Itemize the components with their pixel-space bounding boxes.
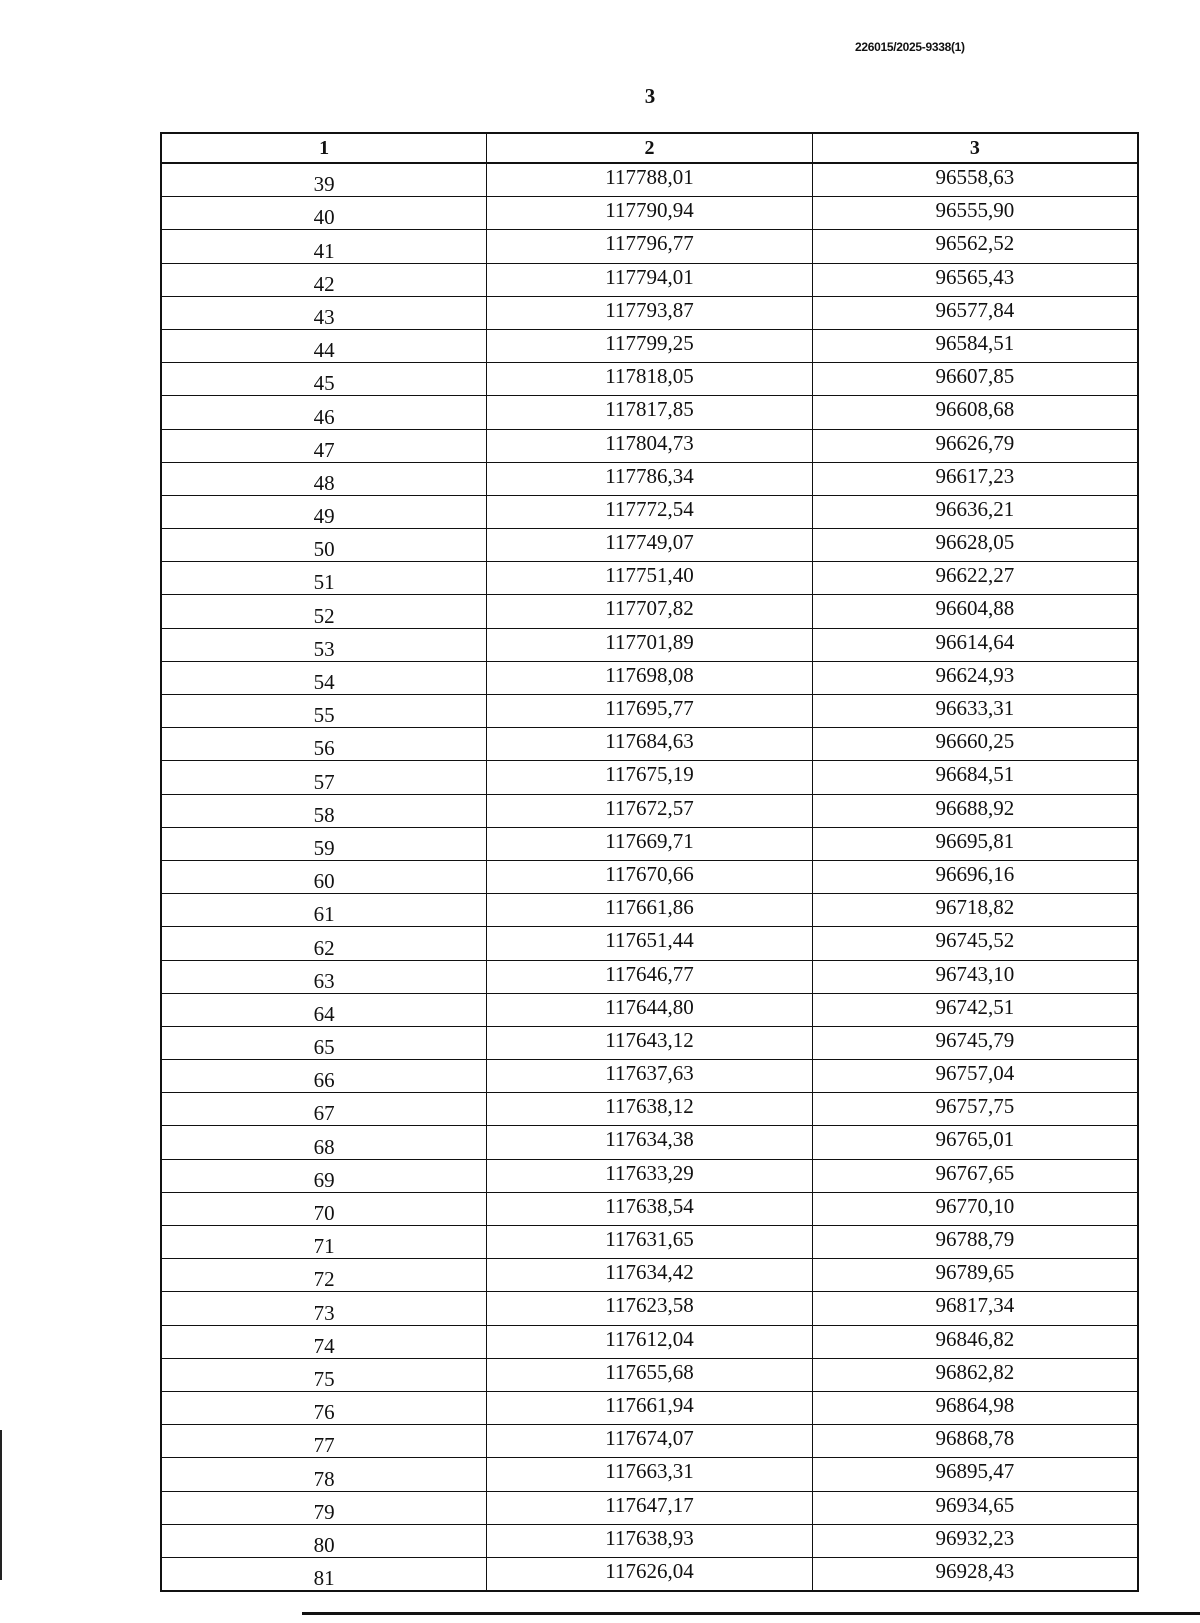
table-row <box>161 761 1138 794</box>
y-coordinate-cell: 96695,81 <box>812 827 1138 860</box>
point-number-cell: 45 <box>161 363 487 396</box>
x-coordinate-cell: 117623,58 <box>487 1292 813 1325</box>
x-coordinate-cell: 117790,94 <box>487 197 813 230</box>
table-body <box>161 163 1138 1591</box>
point-number-cell: 64 <box>161 993 487 1026</box>
x-coordinate-cell: 117638,93 <box>487 1524 813 1557</box>
column-header-2: 2 <box>487 133 813 163</box>
table-row <box>161 1325 1138 1358</box>
x-coordinate-cell: 117674,07 <box>487 1425 813 1458</box>
table-row <box>161 728 1138 761</box>
point-number-cell: 77 <box>161 1425 487 1458</box>
x-coordinate-cell: 117612,04 <box>487 1325 813 1358</box>
point-number-cell: 39 <box>161 163 487 197</box>
page-number: 3 <box>644 84 656 108</box>
point-number-cell: 61 <box>161 894 487 927</box>
table-row <box>161 1126 1138 1159</box>
table-row <box>161 197 1138 230</box>
point-number-cell: 63 <box>161 960 487 993</box>
point-number-cell: 49 <box>161 495 487 528</box>
y-coordinate-cell: 96688,92 <box>812 794 1138 827</box>
y-coordinate-cell: 96718,82 <box>812 894 1138 927</box>
x-coordinate-cell: 117788,01 <box>487 163 813 197</box>
point-number-cell: 44 <box>161 329 487 362</box>
y-coordinate-cell: 96817,34 <box>812 1292 1138 1325</box>
point-number-cell: 75 <box>161 1358 487 1391</box>
table-row <box>161 1192 1138 1225</box>
table-row <box>161 927 1138 960</box>
point-number-cell: 47 <box>161 429 487 462</box>
header-row <box>161 133 1138 163</box>
y-coordinate-cell: 96633,31 <box>812 695 1138 728</box>
y-coordinate-cell: 96745,52 <box>812 927 1138 960</box>
table-row <box>161 794 1138 827</box>
x-coordinate-cell: 117793,87 <box>487 296 813 329</box>
y-coordinate-cell: 96757,04 <box>812 1060 1138 1093</box>
point-number-cell: 80 <box>161 1524 487 1557</box>
y-coordinate-cell: 96757,75 <box>812 1093 1138 1126</box>
x-coordinate-cell: 117698,08 <box>487 661 813 694</box>
y-coordinate-cell: 96745,79 <box>812 1026 1138 1059</box>
point-number-cell: 46 <box>161 396 487 429</box>
point-number-cell: 81 <box>161 1557 487 1591</box>
x-coordinate-cell: 117644,80 <box>487 993 813 1026</box>
table-row <box>161 562 1138 595</box>
x-coordinate-cell: 117799,25 <box>487 329 813 362</box>
table-row <box>161 1226 1138 1259</box>
left-scan-mark <box>0 1430 2 1580</box>
table-row <box>161 1358 1138 1391</box>
table-row <box>161 462 1138 495</box>
x-coordinate-cell: 117643,12 <box>487 1026 813 1059</box>
y-coordinate-cell: 96626,79 <box>812 429 1138 462</box>
point-number-cell: 62 <box>161 927 487 960</box>
table-row <box>161 329 1138 362</box>
y-coordinate-cell: 96932,23 <box>812 1524 1138 1557</box>
table-row <box>161 628 1138 661</box>
point-number-cell: 72 <box>161 1259 487 1292</box>
x-coordinate-cell: 117661,94 <box>487 1391 813 1424</box>
y-coordinate-cell: 96604,88 <box>812 595 1138 628</box>
y-coordinate-cell: 96696,16 <box>812 860 1138 893</box>
y-coordinate-cell: 96562,52 <box>812 230 1138 263</box>
y-coordinate-cell: 96636,21 <box>812 495 1138 528</box>
point-number-cell: 70 <box>161 1192 487 1225</box>
y-coordinate-cell: 96607,85 <box>812 363 1138 396</box>
point-number-cell: 51 <box>161 562 487 595</box>
point-number-cell: 50 <box>161 529 487 562</box>
x-coordinate-cell: 117796,77 <box>487 230 813 263</box>
y-coordinate-cell: 96684,51 <box>812 761 1138 794</box>
y-coordinate-cell: 96864,98 <box>812 1391 1138 1424</box>
point-number-cell: 58 <box>161 794 487 827</box>
point-number-cell: 55 <box>161 695 487 728</box>
y-coordinate-cell: 96614,64 <box>812 628 1138 661</box>
x-coordinate-cell: 117804,73 <box>487 429 813 462</box>
point-number-cell: 57 <box>161 761 487 794</box>
point-number-cell: 54 <box>161 661 487 694</box>
y-coordinate-cell: 96628,05 <box>812 529 1138 562</box>
y-coordinate-cell: 96934,65 <box>812 1491 1138 1524</box>
y-coordinate-cell: 96584,51 <box>812 329 1138 362</box>
table-row <box>161 661 1138 694</box>
y-coordinate-cell: 96928,43 <box>812 1557 1138 1591</box>
table-row <box>161 495 1138 528</box>
table-row <box>161 1458 1138 1491</box>
x-coordinate-cell: 117669,71 <box>487 827 813 860</box>
table-row <box>161 595 1138 628</box>
y-coordinate-cell: 96788,79 <box>812 1226 1138 1259</box>
table-row <box>161 396 1138 429</box>
point-number-cell: 69 <box>161 1159 487 1192</box>
y-coordinate-cell: 96565,43 <box>812 263 1138 296</box>
point-number-cell: 41 <box>161 230 487 263</box>
y-coordinate-cell: 96862,82 <box>812 1358 1138 1391</box>
y-coordinate-cell: 96868,78 <box>812 1425 1138 1458</box>
table-row <box>161 1292 1138 1325</box>
point-number-cell: 74 <box>161 1325 487 1358</box>
point-number-cell: 52 <box>161 595 487 628</box>
point-number-cell: 78 <box>161 1458 487 1491</box>
x-coordinate-cell: 117651,44 <box>487 927 813 960</box>
y-coordinate-cell: 96743,10 <box>812 960 1138 993</box>
x-coordinate-cell: 117707,82 <box>487 595 813 628</box>
x-coordinate-cell: 117684,63 <box>487 728 813 761</box>
table-row <box>161 827 1138 860</box>
table-row <box>161 296 1138 329</box>
point-number-cell: 40 <box>161 197 487 230</box>
column-header-1: 1 <box>161 133 487 163</box>
x-coordinate-cell: 117634,38 <box>487 1126 813 1159</box>
table-row <box>161 894 1138 927</box>
point-number-cell: 76 <box>161 1391 487 1424</box>
point-number-cell: 56 <box>161 728 487 761</box>
y-coordinate-cell: 96846,82 <box>812 1325 1138 1358</box>
x-coordinate-cell: 117818,05 <box>487 363 813 396</box>
x-coordinate-cell: 117647,17 <box>487 1491 813 1524</box>
y-coordinate-cell: 96624,93 <box>812 661 1138 694</box>
point-number-cell: 48 <box>161 462 487 495</box>
y-coordinate-cell: 96555,90 <box>812 197 1138 230</box>
table-row <box>161 1391 1138 1424</box>
x-coordinate-cell: 117655,68 <box>487 1358 813 1391</box>
table-row <box>161 363 1138 396</box>
coordinates-table <box>160 132 1139 1592</box>
x-coordinate-cell: 117751,40 <box>487 562 813 595</box>
document-number: 226015/2025-9338(1) <box>855 40 965 54</box>
x-coordinate-cell: 117786,34 <box>487 462 813 495</box>
table-row <box>161 230 1138 263</box>
y-coordinate-cell: 96558,63 <box>812 163 1138 197</box>
y-coordinate-cell: 96767,65 <box>812 1159 1138 1192</box>
table-row <box>161 163 1138 197</box>
x-coordinate-cell: 117695,77 <box>487 695 813 728</box>
x-coordinate-cell: 117817,85 <box>487 396 813 429</box>
y-coordinate-cell: 96622,27 <box>812 562 1138 595</box>
point-number-cell: 43 <box>161 296 487 329</box>
x-coordinate-cell: 117749,07 <box>487 529 813 562</box>
table-row <box>161 1259 1138 1292</box>
point-number-cell: 60 <box>161 860 487 893</box>
table-row <box>161 695 1138 728</box>
table-row <box>161 1093 1138 1126</box>
point-number-cell: 68 <box>161 1126 487 1159</box>
x-coordinate-cell: 117794,01 <box>487 263 813 296</box>
point-number-cell: 42 <box>161 263 487 296</box>
x-coordinate-cell: 117626,04 <box>487 1557 813 1591</box>
point-number-cell: 65 <box>161 1026 487 1059</box>
x-coordinate-cell: 117675,19 <box>487 761 813 794</box>
x-coordinate-cell: 117638,12 <box>487 1093 813 1126</box>
table-row <box>161 1425 1138 1458</box>
x-coordinate-cell: 117633,29 <box>487 1159 813 1192</box>
point-number-cell: 73 <box>161 1292 487 1325</box>
table-row <box>161 1026 1138 1059</box>
table-row <box>161 1557 1138 1591</box>
y-coordinate-cell: 96577,84 <box>812 296 1138 329</box>
y-coordinate-cell: 96765,01 <box>812 1126 1138 1159</box>
x-coordinate-cell: 117701,89 <box>487 628 813 661</box>
table-row <box>161 960 1138 993</box>
y-coordinate-cell: 96617,23 <box>812 462 1138 495</box>
table-row <box>161 529 1138 562</box>
point-number-cell: 71 <box>161 1226 487 1259</box>
table-row <box>161 1060 1138 1093</box>
point-number-cell: 79 <box>161 1491 487 1524</box>
x-coordinate-cell: 117772,54 <box>487 495 813 528</box>
y-coordinate-cell: 96742,51 <box>812 993 1138 1026</box>
x-coordinate-cell: 117661,86 <box>487 894 813 927</box>
y-coordinate-cell: 96608,68 <box>812 396 1138 429</box>
point-number-cell: 66 <box>161 1060 487 1093</box>
x-coordinate-cell: 117631,65 <box>487 1226 813 1259</box>
table-row <box>161 860 1138 893</box>
x-coordinate-cell: 117637,63 <box>487 1060 813 1093</box>
y-coordinate-cell: 96895,47 <box>812 1458 1138 1491</box>
point-number-cell: 53 <box>161 628 487 661</box>
bottom-scan-rule <box>302 1612 1200 1615</box>
table-header <box>161 133 1138 163</box>
x-coordinate-cell: 117663,31 <box>487 1458 813 1491</box>
table-row <box>161 1491 1138 1524</box>
table-row <box>161 1159 1138 1192</box>
x-coordinate-cell: 117672,57 <box>487 794 813 827</box>
x-coordinate-cell: 117638,54 <box>487 1192 813 1225</box>
y-coordinate-cell: 96770,10 <box>812 1192 1138 1225</box>
table-row <box>161 429 1138 462</box>
column-header-3: 3 <box>812 133 1138 163</box>
x-coordinate-cell: 117634,42 <box>487 1259 813 1292</box>
y-coordinate-cell: 96660,25 <box>812 728 1138 761</box>
table-row <box>161 1524 1138 1557</box>
y-coordinate-cell: 96789,65 <box>812 1259 1138 1292</box>
table-row <box>161 993 1138 1026</box>
table-row <box>161 263 1138 296</box>
x-coordinate-cell: 117646,77 <box>487 960 813 993</box>
point-number-cell: 67 <box>161 1093 487 1126</box>
point-number-cell: 59 <box>161 827 487 860</box>
x-coordinate-cell: 117670,66 <box>487 860 813 893</box>
